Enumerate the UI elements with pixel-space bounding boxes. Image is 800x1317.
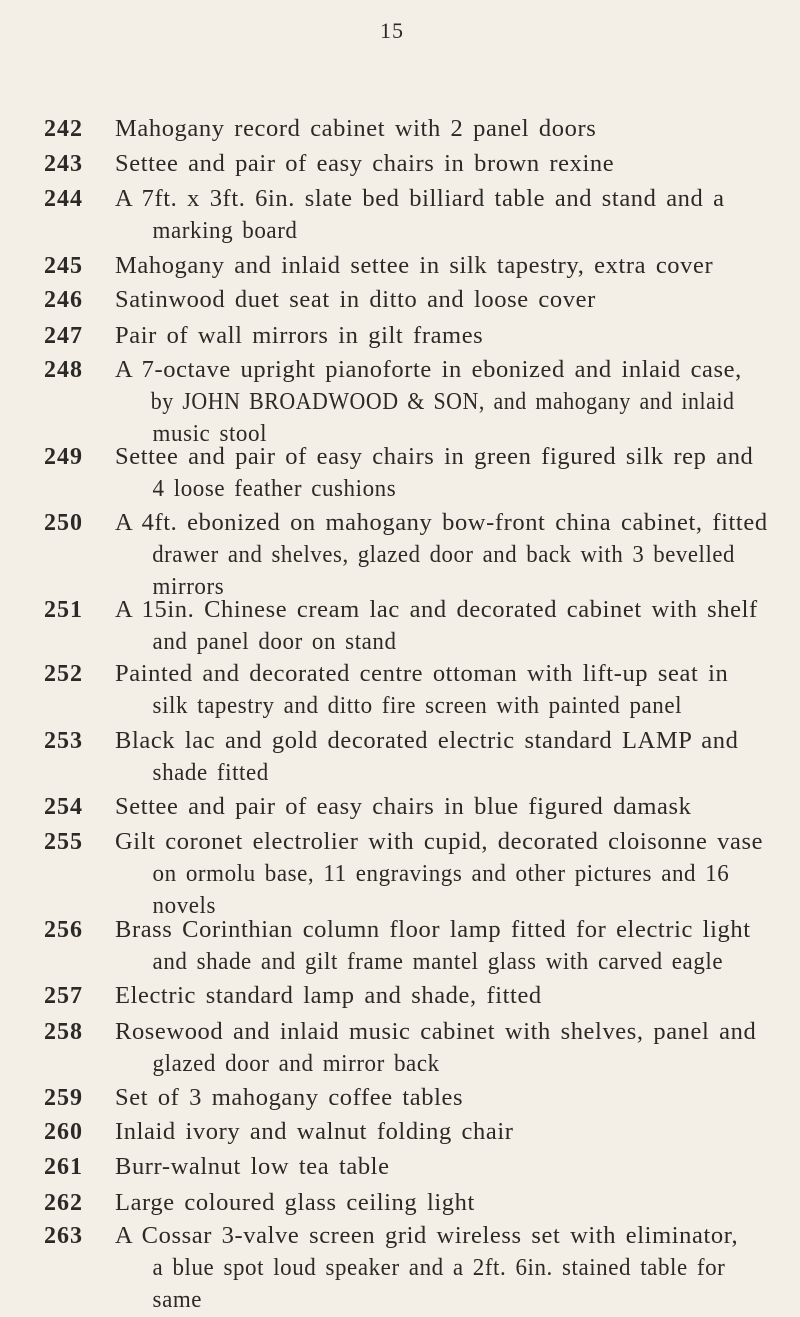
lot-number: 259 xyxy=(44,1085,83,1111)
lot-description-line: Settee and pair of easy chairs in blue figured damask xyxy=(115,793,692,820)
lot-description-line: on ormolu base, 11 engravings and other pictures and 16 xyxy=(152,860,730,888)
lot-description xyxy=(115,826,775,923)
lot-description xyxy=(115,658,775,722)
lot-number: 249 xyxy=(44,444,83,470)
lot-description-line: A 7ft. x 3ft. 6in. slate bed billiard table and stand and a xyxy=(115,185,725,212)
lot-description-line: 4 loose feather cushions xyxy=(152,475,397,503)
lot-description xyxy=(115,250,775,282)
lot-description-line: Mahogany and inlaid settee in silk tapestry, extra cover xyxy=(115,252,714,279)
lot-description-line: Electric standard lamp and shade, fitted xyxy=(115,982,542,1009)
lot-description-line: music stool xyxy=(152,420,268,448)
lot-description xyxy=(115,594,775,658)
lot-description-line: novels xyxy=(152,892,217,920)
lot-number: 250 xyxy=(44,510,83,536)
lot-description-line: by JOHN BROADWOOD & SON, and mahogany and inlaid xyxy=(150,388,735,416)
lot-number: 243 xyxy=(44,151,83,177)
lot-number: 242 xyxy=(44,116,83,142)
lot-description-line: and shade and gilt frame mantel glass with carved eagle xyxy=(152,948,724,976)
lot-description-line: Inlaid ivory and walnut folding chair xyxy=(115,1118,514,1145)
lot-description-line: Painted and decorated centre ottoman with lift-up seat in xyxy=(115,660,729,687)
lot-description xyxy=(115,1082,775,1114)
page-number: 15 xyxy=(380,18,404,43)
lot-description-line: mirrors xyxy=(152,573,225,601)
lot-description xyxy=(115,320,775,352)
lot-description-line: Settee and pair of easy chairs in brown rexine xyxy=(115,150,615,177)
lot-description xyxy=(115,1187,775,1219)
lot-number: 245 xyxy=(44,253,83,279)
lot-number: 251 xyxy=(44,597,83,623)
lot-number: 256 xyxy=(44,917,83,943)
lot-number: 244 xyxy=(44,186,83,212)
lot-description xyxy=(115,1220,775,1317)
lot-description xyxy=(115,1016,775,1080)
lot-description-line: silk tapestry and ditto fire screen with painted panel xyxy=(152,692,683,720)
lot-description-line: A 4ft. ebonized on mahogany bow-front china cabinet, fitted xyxy=(115,509,768,536)
lot-number: 261 xyxy=(44,1154,83,1180)
lot-description xyxy=(115,914,775,978)
lot-description-line: shade fitted xyxy=(152,759,269,787)
lot-number: 248 xyxy=(44,357,83,383)
lot-description-line: Large coloured glass ceiling light xyxy=(115,1189,475,1216)
lot-description xyxy=(115,354,775,451)
lot-number: 253 xyxy=(44,728,83,754)
lot-number: 252 xyxy=(44,661,83,687)
lot-description-line: marking board xyxy=(152,217,298,245)
lot-description-line: Satinwood duet seat in ditto and loose cover xyxy=(115,286,596,313)
lot-number: 263 xyxy=(44,1223,83,1249)
lot-description-line: drawer and shelves, glazed door and back with 3 bevelled xyxy=(152,541,735,569)
lot-number: 247 xyxy=(44,323,83,349)
lot-description xyxy=(115,284,775,316)
lot-description xyxy=(115,980,775,1012)
lot-description xyxy=(115,791,775,823)
lot-description xyxy=(115,1151,775,1183)
lot-number: 257 xyxy=(44,983,83,1009)
lot-description xyxy=(115,441,775,505)
lot-description-line: Settee and pair of easy chairs in green figured silk rep and xyxy=(115,443,754,470)
lot-description-line: glazed door and mirror back xyxy=(152,1050,440,1078)
lot-description-line: A 7-octave upright pianoforte in ebonized and inlaid case, xyxy=(115,356,742,383)
lot-description-line: Mahogany record cabinet with 2 panel doors xyxy=(115,115,597,142)
lot-number: 258 xyxy=(44,1019,83,1045)
lot-description-line: Set of 3 mahogany coffee tables xyxy=(115,1084,464,1111)
lot-description-line: Gilt coronet electrolier with cupid, decorated cloisonne vase xyxy=(115,828,764,855)
lot-description-line: A 15in. Chinese cream lac and decorated cabinet with shelf xyxy=(115,596,758,623)
lot-description xyxy=(115,148,775,180)
lot-description-line: a blue spot loud speaker and a 2ft. 6in. stained table for xyxy=(152,1254,726,1282)
lot-description xyxy=(115,113,775,145)
lot-description-line: Rosewood and inlaid music cabinet with shelves, panel and xyxy=(115,1018,757,1045)
lot-description xyxy=(115,725,775,789)
lot-number: 246 xyxy=(44,287,83,313)
lot-number: 260 xyxy=(44,1119,83,1145)
lot-description-line: and panel door on stand xyxy=(152,628,397,656)
lot-description-line: Pair of wall mirrors in gilt frames xyxy=(115,322,484,349)
lot-number: 255 xyxy=(44,829,83,855)
lot-number: 262 xyxy=(44,1190,83,1216)
lot-number: 254 xyxy=(44,794,83,820)
lot-description-line: Black lac and gold decorated electric standard LAMP and xyxy=(115,727,739,754)
lot-description xyxy=(115,1116,775,1148)
lot-description-line: Burr-walnut low tea table xyxy=(115,1153,390,1180)
lot-description xyxy=(115,183,775,247)
lot-description-line: same xyxy=(152,1286,203,1314)
lot-description xyxy=(115,507,775,604)
lot-description-line: Brass Corinthian column floor lamp fitted for electric light xyxy=(115,916,751,943)
lot-description-line: A Cossar 3-valve screen grid wireless set with eliminator, xyxy=(115,1222,739,1249)
